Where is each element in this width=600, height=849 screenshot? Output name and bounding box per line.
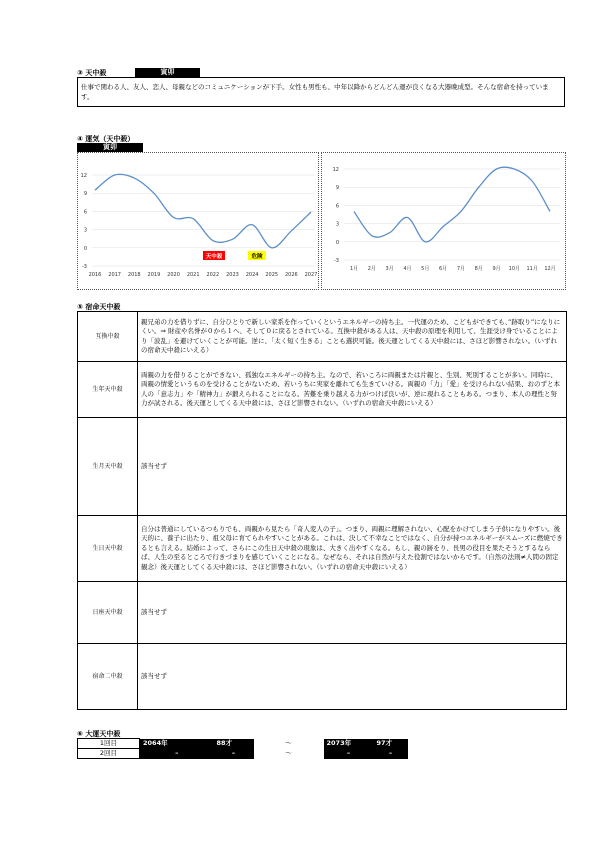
series-line (354, 167, 550, 242)
x-tick-label: 2022 (206, 272, 220, 278)
chart-monthly-svg (322, 153, 565, 289)
row-label: 生日天中殺 (78, 516, 138, 582)
end-age: 97才 (374, 739, 408, 749)
tilde: ～ (285, 749, 292, 757)
x-tick-label: 2023 (226, 272, 239, 278)
series-line (95, 174, 311, 248)
x-tick-label: 7月 (456, 266, 466, 272)
start-year: – (140, 749, 214, 759)
x-tick-label: 2021 (186, 272, 200, 278)
x-tick-label: 2024 (245, 272, 259, 278)
y-tick-label: 12 (332, 167, 339, 173)
section3-badge: 寅卯 (135, 68, 200, 77)
row-text: 該当せず (138, 582, 567, 644)
tenchusatsu-label: 天中殺 (205, 253, 223, 260)
kiken-label: 危険 (251, 253, 263, 260)
x-tick-label: 2月 (367, 266, 376, 272)
row-text: 親兄弟の力を借りずに、自分ひとりで新しい家系を作っていくというエネルギーの持ち主。一代運のため、こどもができても、”跡取り”になりにくい。⇒ 財産や名誉が０から１へ、そして０に戻るとされている。互換中殺がある人は、天中殺の原理を利用して、生涯受け身でいることにより「波乱」を避けていくことが可能。逆に、「太く短く生きる」ことも選択可能。後天運としてくる天中殺には、さほど影響されない。（いずれの宿命天中殺にいえる） (138, 312, 567, 362)
row-label: 1回目 (78, 739, 140, 749)
row-label: 宿命二中殺 (78, 644, 138, 710)
y-tick-label: -3 (334, 258, 339, 264)
section3-title: ③ 天中殺 (77, 69, 107, 77)
row-label: 2回目 (78, 749, 140, 759)
y-tick-label: 3 (335, 221, 339, 228)
x-tick-label: 1月 (349, 266, 359, 272)
y-tick-label: 12 (80, 173, 87, 179)
y-tick-label: 3 (83, 227, 87, 234)
y-tick-label: 0 (335, 239, 339, 246)
x-tick-label: 8月 (474, 266, 483, 272)
x-tick-label: 2019 (147, 272, 161, 278)
chart-yearly-svg (78, 153, 318, 289)
row-text: 自分は普通にしているつもりでも、両親から見たら「奇人変人の子」。つまり、両親に理解されない、心配をかけてしまう子供になりやすい。後天的に、養子に出たり、祖父母に育てられやすいことがある。これは、決して不幸なことではなく、自分が持つエネルギーがスムーズに燃焼できるとも言える。結婚によって、さらにこの生日天中殺の現象は、大きく出やすくなる。もし、親の跡をり、長男の役目を果たそうとするならば、人生の至るところで行きづまりを感じていくことになる。なぜなら、それは自然が与えた役割ではないからです。（自然の法則≠人間の固定観念）後天運としてくる天中殺には、さほど影響されない。（いずれの宿命天中殺にいえる） (138, 516, 567, 582)
x-tick-label: 2025 (265, 272, 279, 278)
row-label: 日座天中殺 (78, 582, 138, 644)
end-year: – (324, 749, 374, 759)
section6-title: ⑥ 大運天中殺 (77, 730, 121, 738)
y-tick-label: 9 (335, 185, 339, 192)
y-tick-label: -3 (82, 264, 87, 270)
x-tick-label: 10月 (508, 266, 521, 272)
section5-title: ⑤ 宿命天中殺 (77, 303, 121, 311)
table-row (78, 362, 567, 418)
row-label: 互換中殺 (78, 312, 138, 362)
section4-badge: 寅卯 (77, 143, 143, 152)
table-row (78, 749, 408, 759)
table-row (78, 418, 567, 516)
section3-box (77, 77, 565, 107)
x-tick-label: 4月 (403, 266, 412, 272)
row-label: 生月天中殺 (78, 418, 138, 516)
table-row (78, 516, 567, 582)
x-tick-label: 3月 (385, 266, 394, 272)
section5-table (77, 311, 567, 710)
x-tick-label: 2027 (304, 272, 318, 278)
y-tick-label: 6 (83, 209, 87, 216)
row-text: 該当せず (138, 644, 567, 710)
row-text: 両親の力を借りることができない、孤独なエネルギーの持ち主。なので、若いころに両親または片親と、生別、死別することが多い。同時に、両親の情愛というものを受けることがないため、若いうちに実家を離れても生きていける。両親の「力」「愛」を受けられない結果、おのずと本人の「意志力」や「精神力」が鍛えられることになる。苦難を乗り越える力がつけば良いが、逆に現れることもある。つまり、本人の理性と努力が試される。後天運としてくる天中殺には、さほど影響されない。（いずれの宿命天中殺にいえる） (138, 362, 567, 418)
y-tick-label: 9 (83, 191, 87, 198)
end-age: – (374, 749, 408, 759)
row-label: 生年天中殺 (78, 362, 138, 418)
table-row (78, 644, 567, 710)
section3-text: 仕事で関わる人、友人、恋人、母親などのコミュニケーションが下手。女性も男性も、中年以降からどんどん運が良くなる大器晩成型。そんな宿命を持っています。 (81, 83, 549, 101)
table-row (78, 739, 408, 749)
x-tick-label: 12月 (544, 266, 556, 272)
x-tick-label: 2026 (284, 272, 298, 278)
x-tick-label: 2020 (167, 272, 180, 278)
y-tick-label: 0 (83, 245, 87, 252)
end-year: 2073年 (324, 739, 374, 749)
start-age: – (214, 749, 254, 759)
tilde: ～ (285, 739, 292, 747)
x-tick-label: 2018 (127, 272, 141, 278)
chart-monthly (321, 152, 566, 290)
section4-title: ④ 運気（天中殺） (77, 135, 135, 143)
x-tick-label: 2017 (108, 272, 122, 278)
y-tick-label: 6 (335, 203, 339, 210)
row-text: 該当せず (138, 418, 567, 516)
chart-yearly (77, 152, 319, 290)
table-row (78, 582, 567, 644)
table-row (78, 312, 567, 362)
x-tick-label: 5月 (421, 266, 430, 272)
x-tick-label: 6月 (438, 266, 448, 272)
start-year: 2064年 (140, 739, 214, 749)
section6-table (77, 738, 408, 759)
x-tick-label: 9月 (492, 266, 501, 272)
start-age: 88才 (214, 739, 254, 749)
x-tick-label: 2016 (88, 272, 102, 278)
x-tick-label: 11月 (526, 266, 538, 272)
